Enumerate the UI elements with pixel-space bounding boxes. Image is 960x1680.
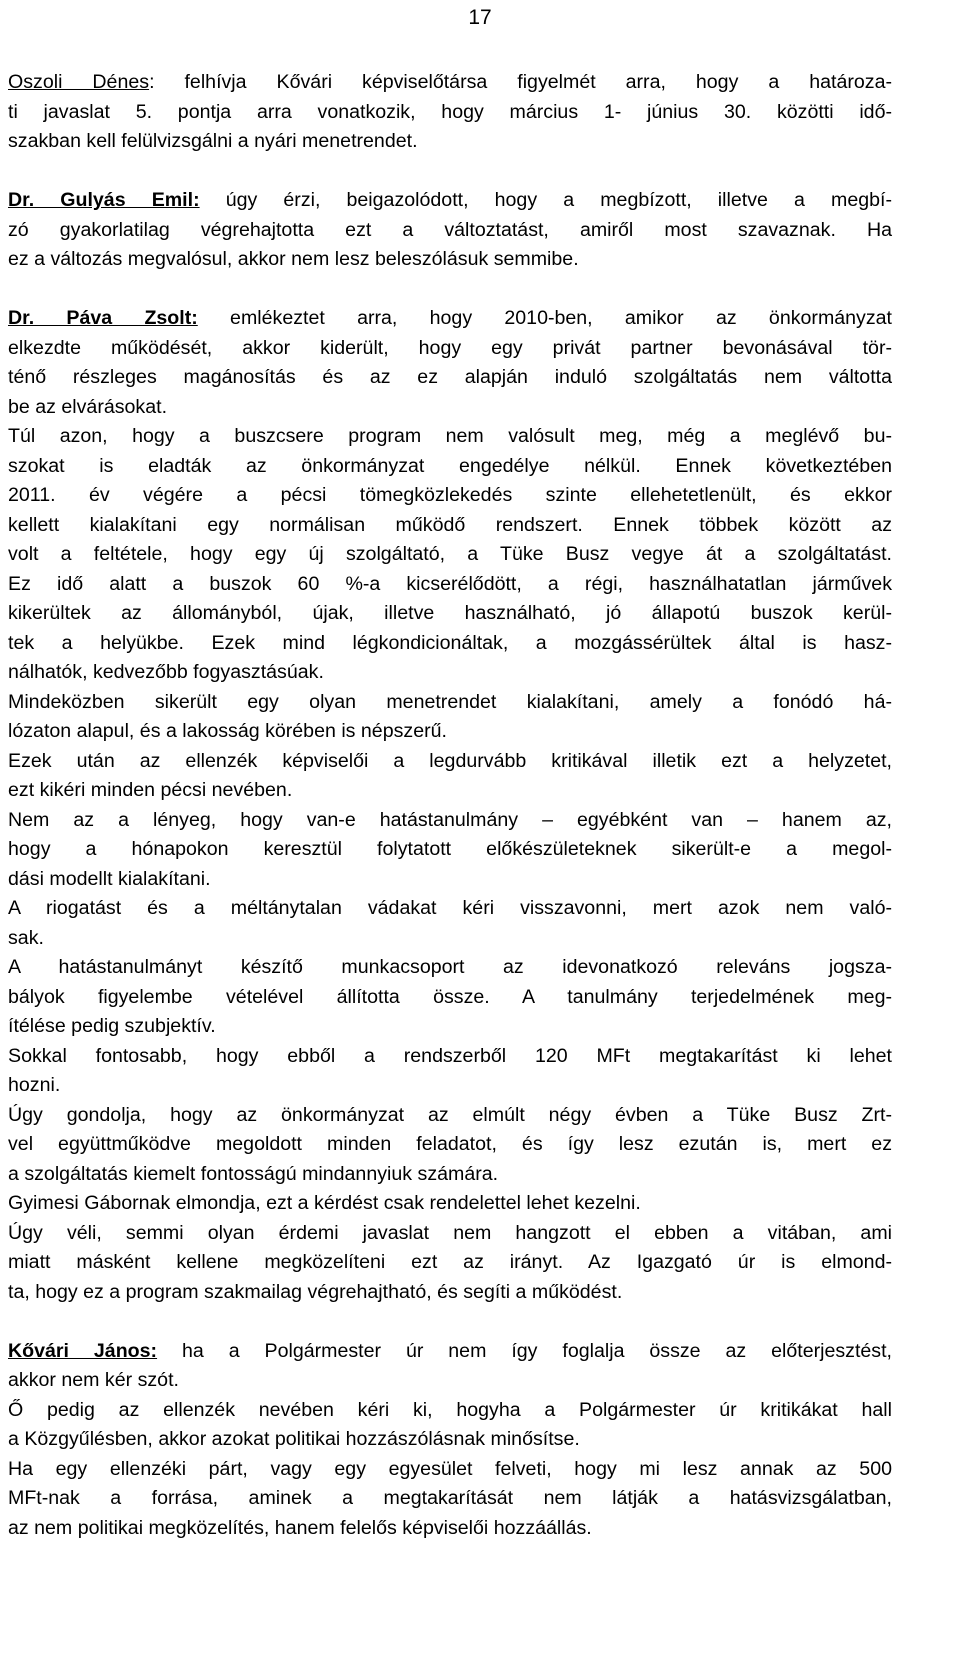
speaker-paragraph xyxy=(8,304,892,1307)
text-line xyxy=(8,452,892,482)
text-line xyxy=(8,304,892,334)
line-text: bályok figyelembe vételével állította össze. A tanulmány terjedelmének meg- xyxy=(8,985,892,1008)
text-line xyxy=(8,1278,892,1308)
text-line xyxy=(8,599,892,629)
line-text: A hatástanulmányt készítő munkacsoport az idevonatkozó releváns jogsza- xyxy=(8,956,892,978)
text-line xyxy=(8,127,892,157)
line-text: ez a változás megvalósul, akkor nem lesz beleszólásuk semmibe. xyxy=(8,248,579,270)
text-line xyxy=(8,894,892,924)
text-line xyxy=(8,422,892,452)
line-text: sak. xyxy=(8,926,44,949)
text-line xyxy=(8,363,892,393)
text-line xyxy=(8,511,892,541)
text-line xyxy=(8,1130,892,1160)
speaker-paragraph xyxy=(8,186,892,275)
text-line xyxy=(8,865,892,895)
text-line xyxy=(8,1042,892,1072)
line-text: be az elvárásokat. xyxy=(8,395,168,418)
line-text: elkezdte működését, akkor kiderült, hogy egy privát partner bevonásával tör- xyxy=(8,336,892,359)
line-text: Ha egy ellenzéki párt, vagy egy egyesület felveti, hogy mi lesz annak az 500 xyxy=(8,1457,892,1480)
line-text: szakban kell felülvizsgálni a nyári menetrendet. xyxy=(8,130,418,152)
text-line xyxy=(8,1071,892,1101)
line-text: Úgy véli, semmi olyan érdemi javaslat nem hangzott el ebben a vitában, ami xyxy=(8,1221,892,1244)
line-text: Sokkal fontosabb, hogy ebből a rendszerből 120 MFt megtakarítást ki lehet xyxy=(8,1044,892,1067)
text-line xyxy=(8,1219,892,1249)
text-line xyxy=(8,1160,892,1190)
line-text: akkor nem kér szót. xyxy=(8,1369,179,1391)
text-line xyxy=(8,924,892,954)
text-line xyxy=(8,629,892,659)
text-line xyxy=(8,481,892,511)
text-line xyxy=(8,806,892,836)
line-text: : felhívja Kővári képviselőtársa figyelmét arra, hogy a határoza- xyxy=(149,71,892,93)
line-text: emlékeztet arra, hogy 2010-ben, amikor az önkormányzat xyxy=(197,307,892,329)
line-text: zó gyakorlatilag végrehajtotta ezt a változtatást, amiről most szavaznak. Ha xyxy=(8,218,892,241)
speaker-paragraph xyxy=(8,1337,892,1544)
line-text: A riogatást és a méltánytalan vádakat kéri visszavonni, mert azok nem való- xyxy=(8,897,892,919)
text-line xyxy=(8,1455,892,1485)
line-text: ti javaslat 5. pontja arra vonatkozik, hogy március 1- június 30. közötti idő- xyxy=(8,100,892,123)
line-text: nálhatók, kedvezőbb fogyasztásúak. xyxy=(8,661,324,683)
text-line xyxy=(8,688,892,718)
line-text: 2011. év végére a pécsi tömegközlekedés szinte ellehetetlenült, és ekkor xyxy=(8,484,892,506)
line-text: Ezek után az ellenzék képviselői a legdurvább kritikával illetik ezt a helyzetet, xyxy=(8,749,892,772)
text-line xyxy=(8,1366,892,1396)
text-line xyxy=(8,1484,892,1514)
text-line xyxy=(8,1425,892,1455)
text-line xyxy=(8,186,892,216)
text-line xyxy=(8,540,892,570)
text-line xyxy=(8,953,892,983)
line-text: miatt másként kellene megközelíteni ezt az irányt. Az Igazgató úr is elmond- xyxy=(8,1251,892,1273)
line-text: kellett kialakítani egy normálisan működő rendszert. Ennek többek között az xyxy=(8,513,892,536)
line-text: Gyimesi Gábornak elmondja, ezt a kérdést csak rendelettel lehet kezelni. xyxy=(8,1192,641,1214)
line-text: ítélése pedig szubjektív. xyxy=(8,1015,216,1037)
text-line xyxy=(8,570,892,600)
line-text: ténő részleges magánosítás és az ez alapján induló szolgáltatás nem váltotta xyxy=(8,366,892,388)
line-text: az nem politikai megközelítés, hanem felelős képviselői hozzáállás. xyxy=(8,1516,592,1539)
text-line xyxy=(8,216,892,246)
speaker-name: Dr. Gulyás Emil: xyxy=(8,189,200,211)
line-text: hozni. xyxy=(8,1074,61,1096)
line-text: kikerültek az állományból, újak, illetve használható, jó állapotú buszok kerül- xyxy=(8,602,892,624)
text-line xyxy=(8,68,892,98)
text-line xyxy=(8,658,892,688)
line-text: ha a Polgármester úr nem így foglalja össze az előterjesztést, xyxy=(157,1339,892,1362)
line-text: Úgy gondolja, hogy az önkormányzat az elmúlt négy évben a Tüke Busz Zrt- xyxy=(8,1103,892,1126)
text-line xyxy=(8,245,892,275)
text-line xyxy=(8,1337,892,1367)
line-text: MFt-nak a forrása, aminek a megtakarítását nem látják a hatásvizsgálatban, xyxy=(8,1487,892,1509)
line-text: Túl azon, hogy a buszcsere program nem valósult meg, még a meglévő bu- xyxy=(8,425,892,447)
text-line xyxy=(8,98,892,128)
speaker-paragraph xyxy=(8,68,892,157)
text-line xyxy=(8,835,892,865)
line-text: tek a helyükbe. Ezek mind légkondicionáltak, a mozgássérültek által is hasz- xyxy=(8,631,892,654)
text-line xyxy=(8,393,892,423)
line-text: a Közgyűlésben, akkor azokat politikai hozzászólásnak minősítse. xyxy=(8,1428,580,1450)
text-line xyxy=(8,1012,892,1042)
text-line xyxy=(8,747,892,777)
line-text: lózaton alapul, és a lakosság körében is népszerű. xyxy=(8,720,447,742)
line-text: a szolgáltatás kiemelt fontosságú mindannyiuk számára. xyxy=(8,1162,499,1185)
page-number: 17 xyxy=(468,6,492,29)
line-text: dási modellt kialakítani. xyxy=(8,867,211,890)
line-text: Ez idő alatt a buszok 60 %-a kicserélődött, a régi, használhatatlan járművek xyxy=(8,572,892,595)
line-text: Mindeközben sikerült egy olyan menetrendet kialakítani, amely a fonódó há- xyxy=(8,690,892,713)
line-text: Ő pedig az ellenzék nevében kéri ki, hogyha a Polgármester úr kritikákat hall xyxy=(8,1398,892,1421)
line-text: úgy érzi, beigazolódott, hogy a megbízott, illetve a megbí- xyxy=(199,189,892,211)
text-line xyxy=(8,334,892,364)
text-line xyxy=(8,717,892,747)
line-text: ta, hogy ez a program szakmailag végrehajtható, és segíti a működést. xyxy=(8,1280,623,1303)
line-text: hogy a hónapokon keresztül folytatott előkészületeknek sikerült-e a megol- xyxy=(8,838,892,860)
text-line xyxy=(8,1514,892,1544)
speaker-name: Oszoli Dénes xyxy=(8,71,150,93)
speaker-name: Dr. Páva Zsolt: xyxy=(8,307,198,329)
line-text: volt a feltétele, hogy egy új szolgáltató, a Tüke Busz vegye át a szolgáltatást. xyxy=(8,543,892,565)
line-text: ezt kikéri minden pécsi nevében. xyxy=(8,779,293,801)
text-line xyxy=(8,1101,892,1131)
line-text: Nem az a lényeg, hogy van-e hatástanulmány – egyébként van – hanem az, xyxy=(8,808,892,831)
document-body xyxy=(8,68,892,1543)
speaker-name: Kővári János: xyxy=(8,1339,158,1362)
line-text: szokat is eladták az önkormányzat engedélye nélkül. Ennek következtében xyxy=(8,454,892,477)
text-line xyxy=(8,1396,892,1426)
text-line xyxy=(8,983,892,1013)
text-line xyxy=(8,776,892,806)
text-line xyxy=(8,1189,892,1219)
line-text: vel együttműködve megoldott minden feladatot, és így lesz ezután is, mert ez xyxy=(8,1133,892,1155)
text-line xyxy=(8,1248,892,1278)
